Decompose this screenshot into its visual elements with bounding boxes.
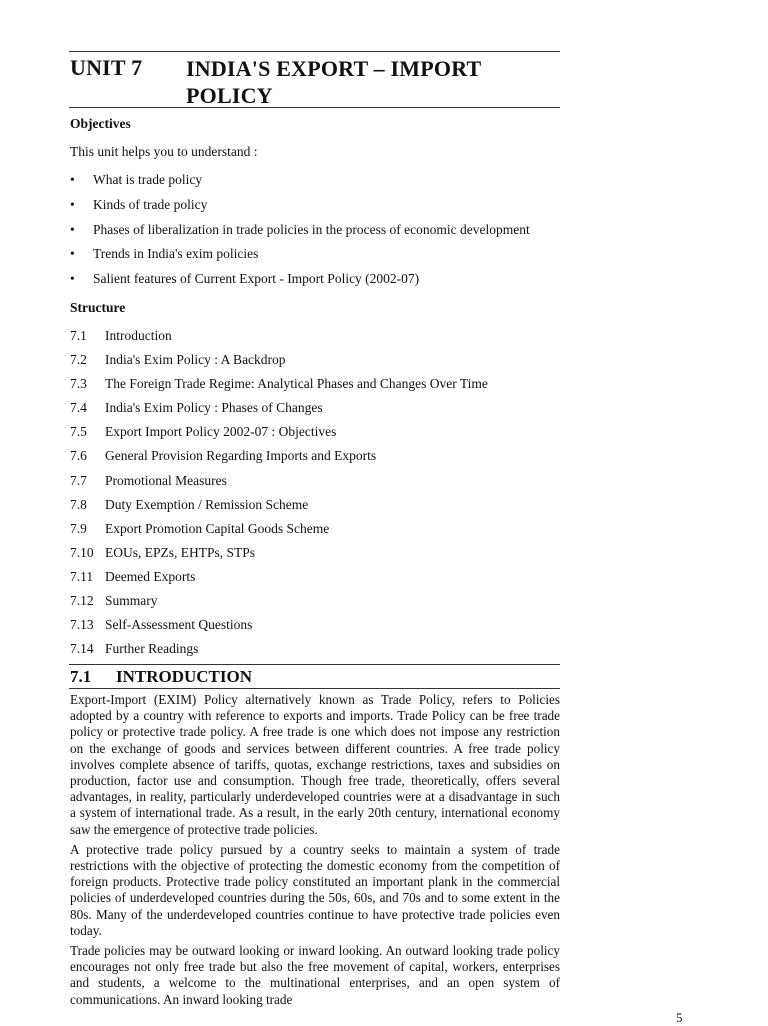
bullet-icon: • — [70, 246, 75, 262]
structure-heading: Structure — [70, 300, 126, 315]
objective-item: • Trends in India's exim policies — [70, 246, 259, 262]
paragraph: A protective trade policy pursued by a country seeks to maintain a system of trade restrictions with the objective of protecting the domestic economy from the competition of foreign products. Protective trade policy constituted an important plank in the commercial policies of underdeveloped countries during the 50s, 60s, and 70s and to some extent in the 80s. Many of the underdeveloped countries continue to have protective trade policies even today. — [70, 841, 560, 938]
structure-item: 7.8 Duty Exemption / Remission Scheme — [70, 496, 309, 512]
introduction-body — [70, 692, 560, 1012]
section-title: INTRODUCTION — [116, 667, 253, 686]
structure-item: 7.10 EOUs, EPZs, EHTPs, STPs — [70, 544, 256, 560]
structure-item: 7.7 Promotional Measures — [70, 472, 227, 488]
bullet-icon: • — [70, 196, 75, 212]
paragraph: Export-Import (EXIM) Policy alternatively known as Trade Policy, refers to Policies adopted by a country with reference to exports and imports. Trade Policy can be free trade policy or protective trade policy. A free trade is one which does not impose any restriction on the exchange of goods and services between different countries. A free trade policy involves complete absence of tariffs, quotas, exchange restrictions, taxes and subsidies on production, factor use and consumption. Though free trade, theoretically, offers several advantages, in reality, particularly underdeveloped countries were at a disadvantage in such a system of international trade. As a result, in the early 20th century, international economy saw the emergence of protective trade policies. — [70, 692, 560, 837]
introduction-heading — [70, 667, 252, 687]
structure-item: 7.5 Export Import Policy 2002-07 : Objectives — [70, 424, 337, 440]
objectives-intro: This unit helps you to understand : — [70, 144, 258, 159]
structure-item: 7.9 Export Promotion Capital Goods Scheme — [70, 520, 330, 536]
unit-number: UNIT 7 — [70, 55, 143, 80]
unit-title: INDIA'S EXPORT – IMPORT POLICY — [186, 56, 482, 108]
structure-item: 7.6 General Provision Regarding Imports and Exports — [70, 448, 377, 464]
bullet-icon: • — [70, 271, 75, 287]
intro-bottom-rule — [69, 688, 560, 689]
structure-item: 7.14 Further Readings — [70, 641, 199, 657]
page-number: 5 — [676, 1010, 683, 1025]
intro-top-rule — [69, 664, 560, 665]
bullet-icon: • — [70, 172, 75, 187]
section-number: 7.1 — [70, 667, 92, 686]
structure-item: 7.12 Summary — [70, 593, 158, 609]
objectives-heading: Objectives — [70, 116, 131, 131]
objective-item: • What is trade policy — [70, 172, 203, 187]
paragraph: Trade policies may be outward looking or inward looking. An outward looking trade policy encourages not only free trade but also the free movement of capital, workers, enterprises and students, a welcome to the multinational enterprises, and an open system of communications. An inward looking trade — [70, 943, 560, 1007]
objective-item: • Salient features of Current Export - Import Policy (2002-07) — [70, 271, 420, 287]
structure-list — [70, 328, 488, 665]
bullet-icon: • — [70, 221, 75, 237]
objective-item: • Phases of liberalization in trade policies in the process of economic development — [70, 221, 530, 237]
structure-item: 7.13 Self-Assessment Questions — [70, 617, 253, 633]
structure-item: 7.1 Introduction — [70, 328, 172, 343]
objective-item: • Kinds of trade policy — [70, 196, 208, 212]
structure-item: 7.3 The Foreign Trade Regime: Analytical Phases and Changes Over Time — [70, 376, 488, 392]
structure-item: 7.11 Deemed Exports — [70, 568, 196, 584]
title-bottom-rule — [69, 107, 560, 108]
objectives-list — [70, 172, 530, 296]
structure-item: 7.4 India's Exim Policy : Phases of Changes — [70, 400, 323, 416]
top-rule — [69, 51, 560, 52]
structure-item: 7.2 India's Exim Policy : A Backdrop — [70, 352, 286, 368]
